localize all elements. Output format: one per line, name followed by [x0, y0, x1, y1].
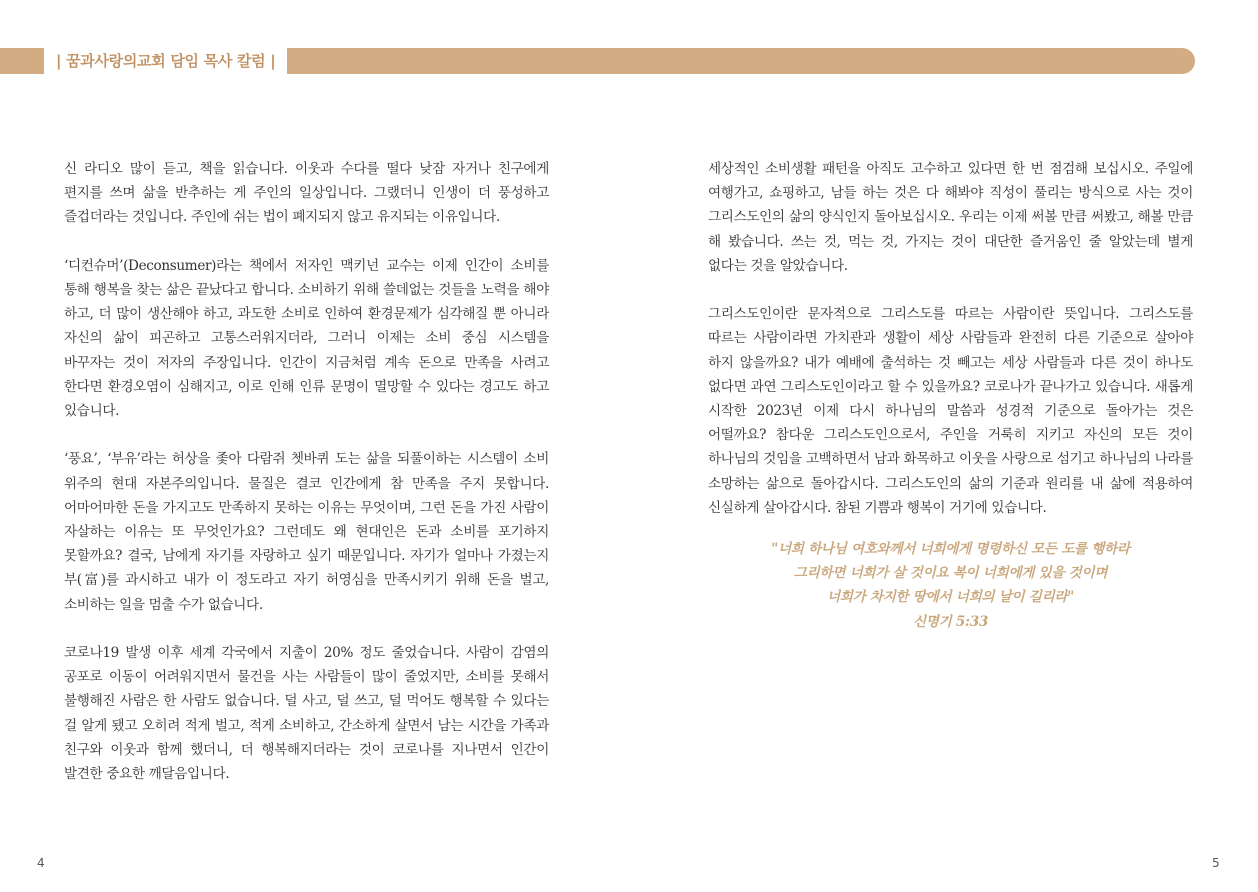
verse-line: 그리하면 너희가 살 것이요 복이 너희에게 있을 것이며 [793, 565, 1108, 582]
bible-verse-quote [708, 537, 1193, 634]
paragraph: ‘풍요’, ‘부유’라는 허상을 좇아 다람쥐 쳇바퀴 도는 삶을 되풀이하는 시스템이 소비 위주의 현대 자본주의입니다. 물질은 결코 인간에게 참 만족을 주지 못합니다. 어마어마한 돈을 가지고도 만족하지 못하는 이유는 무엇이며, 그런 돈을 가진 사람이 자살하는 이유는 또 무엇인가요? 그런데도 왜 현대인은 돈과 소비를 포기하지 못할까요? 결국, 남에게 자기를 자랑하고 싶기 때문입니다. 자기가 얼마나 가졌는지 부(富)를 과시하고 내가 이 정도라고 자기 허영심을 만족시키기 위해 돈을 벌고, 소비하는 일을 멈출 수가 없습니다. [64, 451, 549, 613]
page-number-right: 5 [1212, 856, 1220, 870]
page-number-left: 4 [37, 856, 45, 870]
verse-line: "너희 하나님 여호와께서 너희에게 명령하신 모든 도를 행하라 [771, 541, 1130, 557]
column-header-title: | 꿈과사랑의교회 담임 목사 칼럼 | [44, 48, 287, 74]
paragraph: 그리스도인이란 문자적으로 그리스도를 따르는 사람이란 뜻입니다. 그리스도를 따르는 사람이라면 가치관과 생활이 세상 사람들과 완전히 다른 기준으로 살아야 하지 않을까요? 내가 예배에 출석하는 것 빼고는 세상 사람들과 다른 것이 하나도 없다면 과연 그리스도인이라고 할 수 있을까요? 코로나가 끝나가고 있습니다. 새롭게 시작한 2023년 이제 다시 하나님의 말씀과 성경적 기준으로 돌아가는 것은 어떨까요? 참다운 그리스도인으로서, 주인을 거룩히 지키고 자신의 모든 것이 하나님의 것임을 고백하면서 남과 화목하고 이웃을 사랑으로 섬기고 하나님의 나라를 소망하는 삶으로 돌아갑시다. 그리스도인의 삶의 기준과 원리를 내 삶에 적용하여 신실하게 살아갑시다. 참된 기쁨과 행복이 거기에 있습니다. [708, 306, 1193, 516]
paragraph: ‘디컨슈머’(Deconsumer)라는 책에서 저자인 맥키넌 교수는 이제 인간이 소비를 통해 행복을 찾는 삶은 끝났다고 합니다. 소비하기 위해 쓸데없는 것들을 노력을 해야 하고, 더 많이 생산해야 하고, 과도한 소비로 인하여 환경문제가 심각해질 뿐 아니라 자신의 삶이 피곤하고 고통스러워지더라, 그러니 이제는 소비 중심 시스템을 바꾸자는 것이 저자의 주장입니다. 인간이 지금처럼 계속 돈으로 만족을 사려고 한다면 환경오염이 심해지고, 이로 인해 인류 문명이 멸망할 수 있다는 경고도 하고 있습니다. [64, 257, 549, 420]
left-column [64, 157, 549, 810]
verse-line: 너희가 차지한 땅에서 너희의 날이 길리라" [826, 589, 1075, 606]
right-column [708, 157, 1193, 544]
paragraph: 세상적인 소비생활 패턴을 아직도 고수하고 있다면 한 번 점검해 보십시오. 주일에 여행가고, 쇼핑하고, 남들 하는 것은 다 해봐야 직성이 풀리는 방식으로 사는 것이 그리스도인의 삶의 양식인지 돌아보십시오. 우리는 이제 써볼 만큼 써봤고, 해볼 만큼 해 봤습니다. 쓰는 것, 먹는 것, 가지는 것이 대단한 즐거움인 줄 알았는데 별게 없다는 것을 알았습니다. [708, 161, 1193, 274]
verse-reference: 신명기 5:33 [912, 613, 989, 630]
paragraph: 신 라디오 많이 듣고, 책을 읽습니다. 이웃과 수다를 떨다 낮잠 자거나 친구에게 편지를 쓰며 삶을 반추하는 게 주인의 일상입니다. 그랬더니 인생이 더 풍성하고 즐겁더라는 것입니다. 주인에 쉬는 법이 폐지되지 않고 유지되는 이유입니다. [64, 161, 549, 226]
paragraph: 코로나19 발생 이후 세계 각국에서 지출이 20% 정도 줄었습니다. 사람이 감염의 공포로 이동이 어려워지면서 물건을 사는 사람들이 많이 줄었지만, 소비를 못해서 불행해진 사람은 한 사람도 없습니다. 덜 사고, 덜 쓰고, 덜 먹어도 행복할 수 있다는 걸 알게 됐고 오히려 적게 벌고, 적게 소비하고, 간소하게 살면서 남는 시간을 가족과 친구와 이웃과 함께 했더니, 더 행복해지더라는 것이 코로나를 지나면서 인간이 발견한 중요한 깨달음입니다. [64, 645, 549, 783]
